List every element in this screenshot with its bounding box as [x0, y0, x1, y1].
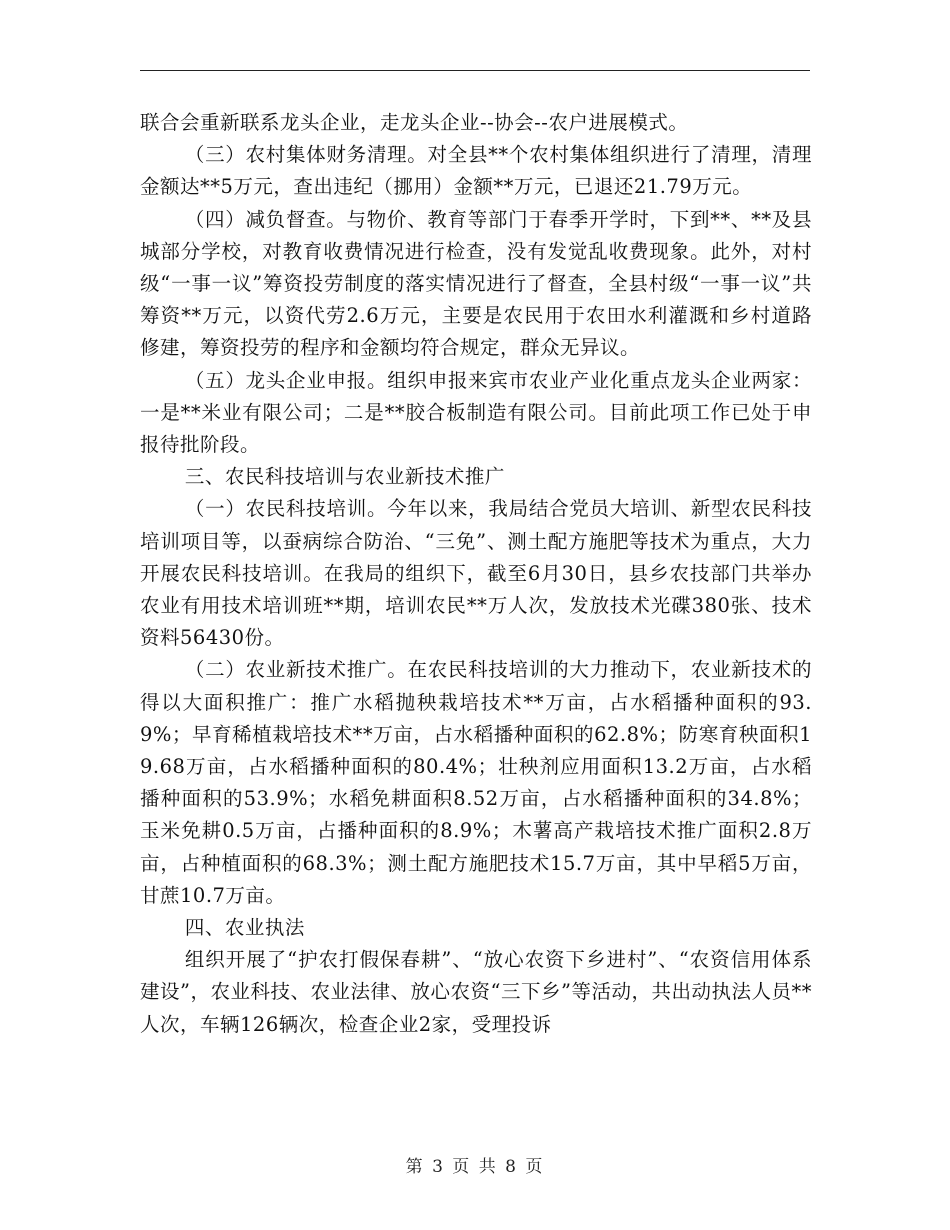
header-rule: [140, 70, 810, 71]
page-number-footer: 第 3 页 共 8 页: [405, 1157, 545, 1177]
paragraph-new-tech-promotion: （二）农业新技术推广。在农民科技培训的大力推动下，农业新技术的得以大面积推广：推广水稻抛秧栽培技术**万亩，占水稻播种面积的93.9%；早育稀植栽培技术**万亩，占水稻播种面积的62.8%；防寒育秧面积19.68万亩，占水稻播种面积的80.4%；壮秧剂应用面积13.2万亩，占水稻播种面积的53.9%；水稻免耕面积8.52万亩，占水稻播种面积的34.8%；玉米免耕0.5万亩，占播种面积的8.9%；木薯高产栽培技术推广面积2.8万亩，占种植面积的68.3%；测土配方施肥技术15.7万亩，其中早稻5万亩，甘蔗10.7万亩。: [140, 658, 812, 907]
paragraph-continuation: 联合会重新联系龙头企业，走龙头企业--协会--农户进展模式。: [140, 111, 689, 134]
paragraph-leading-enterprise: （五）龙头企业申报。组织申报来宾市农业产业化重点龙头企业两家：一是**米业有限公司；二是**胶合板制造有限公司。目前此项工作已处于申报待批阶段。: [140, 368, 812, 457]
paragraph-farmer-training: （一）农民科技培训。今年以来，我局结合党员大培训、新型农民科技培训项目等，以蚕病综合防治、“三免”、测土配方施肥等技术为重点，大力开展农民科技培训。在我局的组织下，截至6月30日，县乡农技部门共举办农业有用技术培训班**期，培训农民**万人次，发放技术光碟380张、技术资料56430份。: [140, 497, 812, 650]
section-heading-training: 三、农民科技培训与农业新技术推广: [184, 465, 505, 489]
paragraph-burden-inspection: （四）减负督查。与物价、教育等部门于春季开学时，下到**、**及县城部分学校，对教育收费情况进行检查，没有发觉乱收费现象。此外，对村级“一事一议”筹资投劳制度的落实情况进行了督查，全县村级“一事一议”共筹资**万元，以资代劳2.6万元，主要是农民用于农田水利灌溉和乡村道路修建，筹资投劳的程序和金额均符合规定，群众无异议。: [140, 207, 812, 360]
paragraph-collective-finance: （三）农村集体财务清理。对全县**个农村集体组织进行了清理，清理金额达**5万元，查出违纪（挪用）金额**万元，已退还21.79万元。: [140, 143, 812, 199]
document-body: [140, 107, 812, 1041]
section-heading-law-enforcement: 四、农业执法: [184, 916, 305, 940]
paragraph-law-enforcement: 组织开展了“护农打假保春耕”、“放心农资下乡进村”、“农资信用体系建设”，农业科技、农业法律、放心农资“三下乡”等活动，共出动执法人员**人次，车辆126辆次，检查企业2家，受理投诉: [140, 948, 812, 1036]
